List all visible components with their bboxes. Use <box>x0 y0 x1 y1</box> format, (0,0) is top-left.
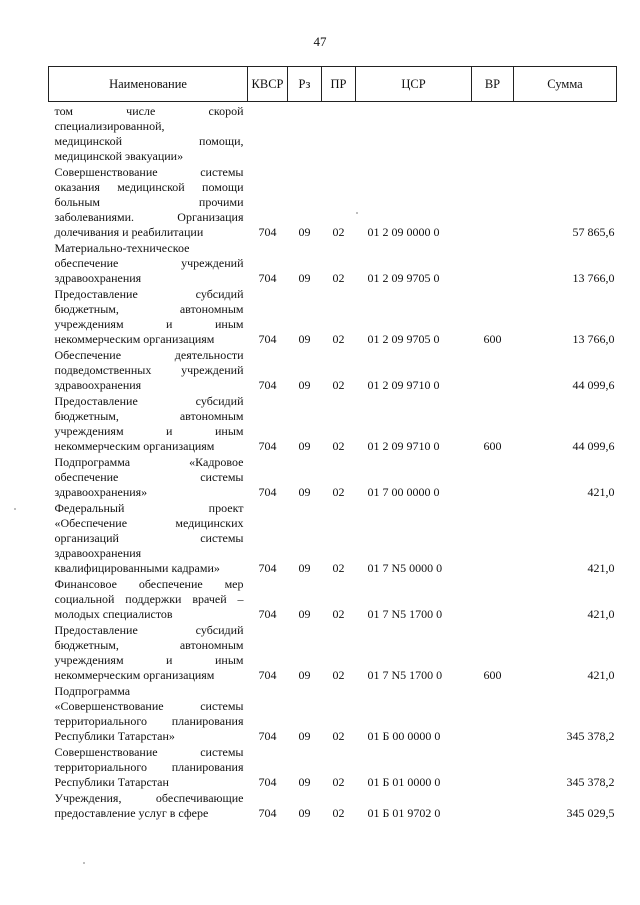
cell-csr: 01 7 00 0000 0 <box>367 485 440 499</box>
name-line: медицинской помощи, <box>54 134 244 148</box>
cell-rz: 09 <box>298 668 311 682</box>
name-line: долечивания и реабилитации <box>54 225 204 239</box>
cell-pr: 02 <box>332 271 345 285</box>
name-line: Республики Татарстан» <box>54 729 175 743</box>
table-row <box>49 500 617 576</box>
cell-sum: 421,0 <box>587 561 615 575</box>
cell-pr: 02 <box>332 806 345 820</box>
table-header <box>49 67 617 102</box>
table-row <box>49 164 617 240</box>
cell-csr: 01 2 09 0000 0 <box>367 225 440 239</box>
name-line: организаций системы <box>54 531 244 545</box>
cell-sum <box>514 102 617 165</box>
name-line: учреждениям и иным <box>54 317 244 331</box>
cell-rz: 09 <box>298 485 311 499</box>
cell-kvsr: 704 <box>258 439 277 453</box>
name-line: здравоохранения» <box>54 485 148 499</box>
cell-vr <box>472 576 514 622</box>
name-line: бюджетным, автономным <box>54 302 244 316</box>
cell-kvsr: 704 <box>258 561 277 575</box>
header-vr: ВР <box>472 67 514 102</box>
cell-kvsr: 704 <box>258 775 277 789</box>
name-line: том числе скорой <box>54 104 244 118</box>
cell-kvsr: 704 <box>258 806 277 820</box>
name-line: здравоохранения <box>54 271 142 285</box>
table-body <box>49 102 617 822</box>
table-row <box>49 790 617 821</box>
cell-sum: 44 099,6 <box>572 439 615 453</box>
cell-rz: 09 <box>298 271 311 285</box>
cell-pr: 02 <box>332 561 345 575</box>
name-line: «Обеспечение медицинских <box>54 516 244 530</box>
name-line: квалифицированными кадрами» <box>54 561 220 575</box>
name-line: территориального планирования <box>54 714 244 728</box>
name-line: Совершенствование системы <box>54 745 244 759</box>
cell-vr <box>472 102 514 165</box>
table-row <box>49 454 617 500</box>
header-rz: Рз <box>288 67 322 102</box>
cell-rz: 09 <box>298 607 311 621</box>
cell-name <box>49 683 248 744</box>
name-line: учреждениям и иным <box>54 424 244 438</box>
page-number: 47 <box>313 34 327 49</box>
cell-name <box>49 393 248 454</box>
cell-kvsr: 704 <box>258 378 277 392</box>
cell-sum: 13 766,0 <box>572 332 615 346</box>
cell-csr: 01 Б 01 0000 0 <box>367 775 441 789</box>
cell-sum: 345 029,5 <box>566 806 615 820</box>
cell-kvsr: 704 <box>258 332 277 346</box>
cell-rz: 09 <box>298 806 311 820</box>
name-line: бюджетным, автономным <box>54 638 244 652</box>
name-line: обеспечение системы <box>54 470 244 484</box>
name-line: обеспечение учреждений <box>54 256 244 270</box>
cell-pr: 02 <box>332 607 345 621</box>
table-row <box>49 102 617 165</box>
cell-pr: 02 <box>332 332 345 346</box>
cell-rz: 09 <box>298 378 311 392</box>
cell-rz: 09 <box>298 561 311 575</box>
name-line: Подпрограмма <box>54 684 131 698</box>
name-line: здравоохранения <box>54 378 142 392</box>
name-line: «Совершенствование системы <box>54 699 244 713</box>
table-row <box>49 576 617 622</box>
cell-vr <box>472 744 514 790</box>
cell-rz: 09 <box>298 775 311 789</box>
cell-vr: 600 <box>483 332 502 346</box>
cell-csr: 01 7 N5 1700 0 <box>367 668 443 682</box>
cell-sum: 421,0 <box>587 485 615 499</box>
cell-name <box>49 286 248 347</box>
cell-csr <box>356 102 472 165</box>
cell-name <box>49 240 248 286</box>
name-line: Учреждения, обеспечивающие <box>54 791 244 805</box>
cell-sum: 421,0 <box>587 607 615 621</box>
cell-kvsr: 704 <box>258 271 277 285</box>
cell-vr <box>472 683 514 744</box>
cell-pr: 02 <box>332 668 345 682</box>
cell-kvsr: 704 <box>258 607 277 621</box>
header-row <box>49 67 617 102</box>
cell-sum: 44 099,6 <box>572 378 615 392</box>
cell-vr <box>472 347 514 393</box>
table-row <box>49 744 617 790</box>
name-line: Материально-техническое <box>54 241 190 255</box>
name-line: Обеспечение деятельности <box>54 348 244 362</box>
cell-name <box>49 790 248 821</box>
cell-vr: 600 <box>483 439 502 453</box>
cell-kvsr: 704 <box>258 729 277 743</box>
table-row <box>49 683 617 744</box>
cell-rz: 09 <box>298 439 311 453</box>
cell-rz: 09 <box>298 225 311 239</box>
cell-rz <box>288 102 322 165</box>
cell-sum: 421,0 <box>587 668 615 682</box>
cell-csr: 01 Б 00 0000 0 <box>367 729 441 743</box>
name-line: некоммерческим организациям <box>54 332 215 346</box>
name-line: Федеральный проект <box>54 501 244 515</box>
cell-pr <box>322 102 356 165</box>
cell-vr <box>472 240 514 286</box>
cell-pr: 02 <box>332 729 345 743</box>
cell-name <box>49 102 248 165</box>
header-sum: Сумма <box>514 67 617 102</box>
cell-pr: 02 <box>332 775 345 789</box>
cell-pr: 02 <box>332 485 345 499</box>
cell-csr: 01 2 09 9710 0 <box>367 439 440 453</box>
name-line: медицинской эвакуации» <box>54 149 184 163</box>
cell-kvsr: 704 <box>258 668 277 682</box>
name-line: некоммерческим организациям <box>54 668 215 682</box>
header-name: Наименование <box>49 67 248 102</box>
cell-name <box>49 500 248 576</box>
name-line: учреждениям и иным <box>54 653 244 667</box>
name-line: Республики Татарстан <box>54 775 169 789</box>
cell-csr: 01 2 09 9705 0 <box>367 332 440 346</box>
table-row <box>49 286 617 347</box>
cell-pr: 02 <box>332 439 345 453</box>
table-row <box>49 347 617 393</box>
name-line: бюджетным, автономным <box>54 409 244 423</box>
name-line: подведомственных учреждений <box>54 363 244 377</box>
table-row <box>49 240 617 286</box>
name-line: заболеваниями. Организация <box>54 210 244 224</box>
cell-csr: 01 7 N5 1700 0 <box>367 607 443 621</box>
cell-kvsr: 704 <box>258 485 277 499</box>
cell-vr <box>472 454 514 500</box>
table-row <box>49 393 617 454</box>
budget-table-container <box>48 66 616 821</box>
cell-csr: 01 2 09 9710 0 <box>367 378 440 392</box>
table-row <box>49 622 617 683</box>
header-pr: ПР <box>322 67 356 102</box>
cell-sum: 345 378,2 <box>566 729 615 743</box>
cell-vr: 600 <box>483 668 502 682</box>
header-kvsr: КВСР <box>248 67 288 102</box>
name-line: некоммерческим организациям <box>54 439 215 453</box>
name-line: социальной поддержки врачей – <box>54 592 244 606</box>
cell-pr: 02 <box>332 225 345 239</box>
scan-speck <box>356 212 358 214</box>
name-line: оказания медицинской помощи <box>54 180 244 194</box>
scan-speck <box>14 508 16 510</box>
cell-name <box>49 454 248 500</box>
cell-name <box>49 164 248 240</box>
name-line: больным прочими <box>54 195 244 209</box>
cell-name <box>49 347 248 393</box>
cell-rz: 09 <box>298 332 311 346</box>
name-line: специализированной, <box>54 119 165 133</box>
cell-kvsr <box>248 102 288 165</box>
cell-csr: 01 7 N5 0000 0 <box>367 561 443 575</box>
header-csr: ЦСР <box>356 67 472 102</box>
cell-rz: 09 <box>298 729 311 743</box>
cell-csr: 01 2 09 9705 0 <box>367 271 440 285</box>
name-line: Совершенствование системы <box>54 165 244 179</box>
cell-vr <box>472 500 514 576</box>
name-line: Предоставление субсидий <box>54 623 244 637</box>
cell-vr <box>472 164 514 240</box>
name-line: Предоставление субсидий <box>54 394 244 408</box>
cell-name <box>49 622 248 683</box>
cell-sum: 13 766,0 <box>572 271 615 285</box>
cell-vr <box>472 790 514 821</box>
budget-table <box>48 66 617 821</box>
name-line: территориального планирования <box>54 760 244 774</box>
name-line: предоставление услуг в сфере <box>54 806 209 820</box>
name-line: молодых специалистов <box>54 607 173 621</box>
cell-kvsr: 704 <box>258 225 277 239</box>
cell-sum: 345 378,2 <box>566 775 615 789</box>
scan-speck <box>83 862 85 864</box>
name-line: Финансовое обеспечение мер <box>54 577 244 591</box>
cell-sum: 57 865,6 <box>572 225 615 239</box>
cell-pr: 02 <box>332 378 345 392</box>
cell-csr: 01 Б 01 9702 0 <box>367 806 441 820</box>
name-line: Предоставление субсидий <box>54 287 244 301</box>
name-line: Подпрограмма «Кадровое <box>54 455 244 469</box>
name-line: здравоохранения <box>54 546 142 560</box>
cell-name <box>49 576 248 622</box>
cell-name <box>49 744 248 790</box>
